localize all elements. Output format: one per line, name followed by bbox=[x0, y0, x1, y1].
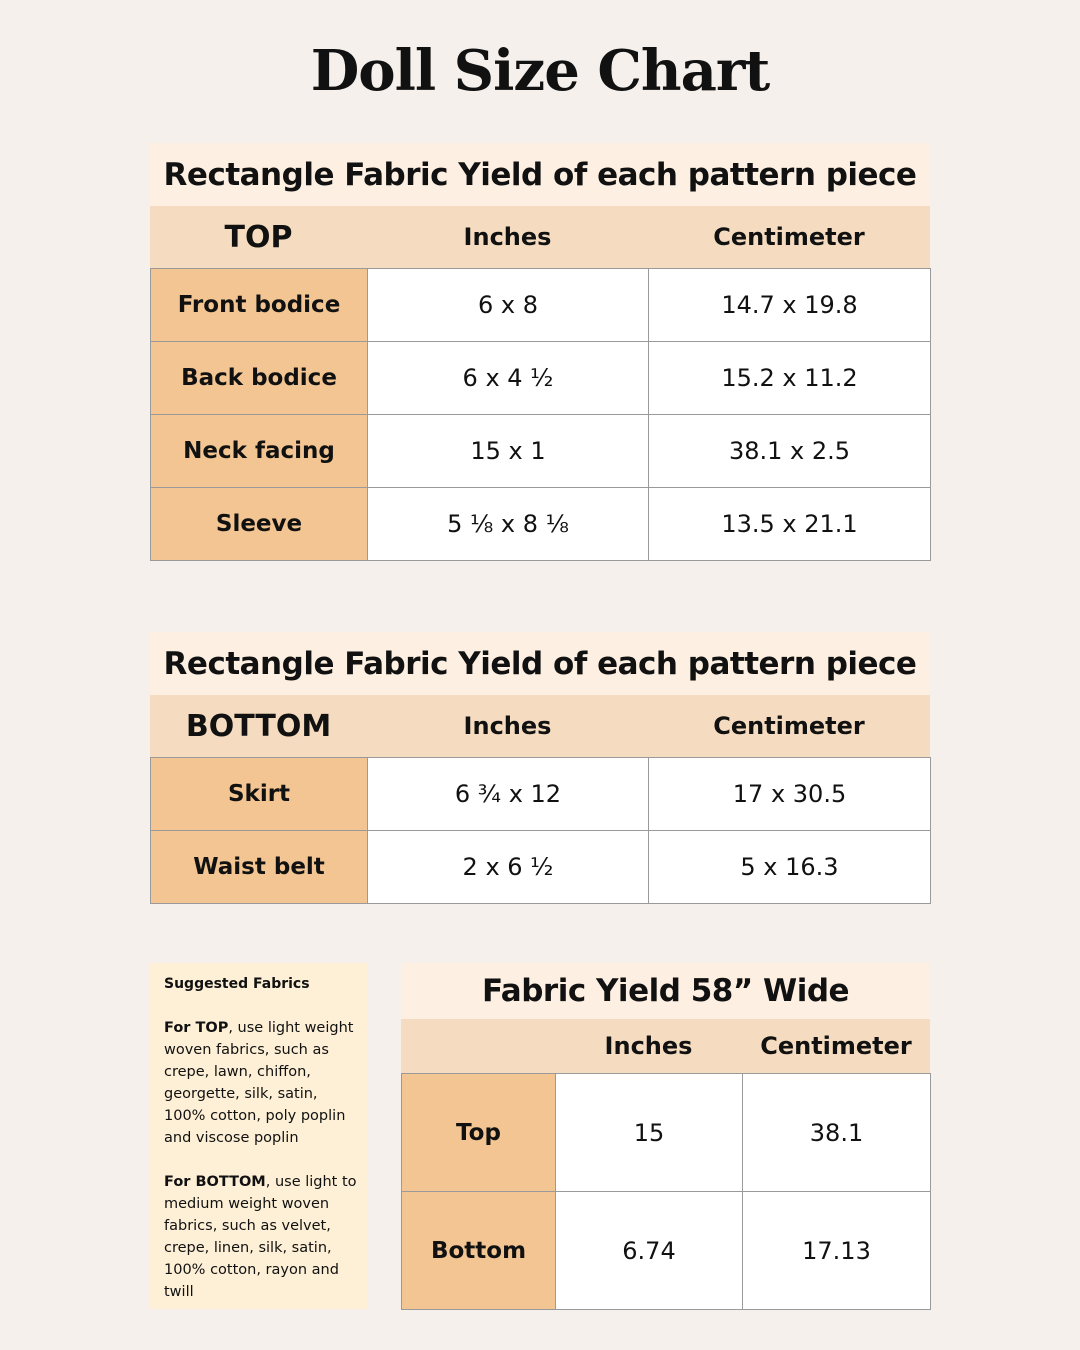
col-header-centimeter: Centimeter bbox=[713, 223, 865, 251]
inches-cell: 6 x 8 bbox=[368, 269, 649, 342]
bottom-table bbox=[150, 757, 931, 904]
page-title: Doll Size Chart bbox=[310, 38, 770, 104]
top-table-header bbox=[150, 206, 930, 268]
table-row bbox=[151, 831, 931, 904]
table-row bbox=[151, 342, 931, 415]
cm-cell: 17.13 bbox=[743, 1192, 931, 1310]
col-header-inches: Inches bbox=[604, 1032, 693, 1060]
inches-cell: 15 bbox=[556, 1074, 743, 1192]
yield-table-caption: Fabric Yield 58” Wide bbox=[401, 963, 930, 1019]
bottom-table-header bbox=[150, 695, 930, 757]
row-label: Back bodice bbox=[151, 342, 368, 415]
inches-cell: 6.74 bbox=[556, 1192, 743, 1310]
row-label: Top bbox=[402, 1074, 556, 1192]
yield-table bbox=[401, 1073, 931, 1310]
note-top-lead: For TOP bbox=[164, 1020, 229, 1036]
row-label: Sleeve bbox=[151, 488, 368, 561]
row-label: Skirt bbox=[151, 758, 368, 831]
section-label-top: TOP bbox=[224, 219, 293, 255]
note-bottom-text: , use light to medium weight woven fabrics, such as velvet, crepe, linen, silk, satin, 100% cotton, rayon and twill bbox=[164, 1174, 357, 1300]
table-row bbox=[151, 488, 931, 561]
note-heading: Suggested Fabrics bbox=[164, 976, 310, 992]
top-table bbox=[150, 268, 931, 561]
inches-cell: 2 x 6 ½ bbox=[368, 831, 649, 904]
table-row bbox=[151, 269, 931, 342]
row-label: Front bodice bbox=[151, 269, 368, 342]
cm-cell: 13.5 x 21.1 bbox=[649, 488, 931, 561]
yield-table-block bbox=[401, 963, 930, 1310]
yield-table-header bbox=[401, 1019, 930, 1073]
suggested-fabrics-note bbox=[150, 963, 367, 1309]
cm-cell: 14.7 x 19.8 bbox=[649, 269, 931, 342]
table-row bbox=[151, 415, 931, 488]
inches-cell: 6 ¾ x 12 bbox=[368, 758, 649, 831]
row-label: Waist belt bbox=[151, 831, 368, 904]
top-table-block bbox=[150, 143, 930, 561]
row-label: Bottom bbox=[402, 1192, 556, 1310]
col-header-centimeter: Centimeter bbox=[713, 712, 865, 740]
section-label-bottom: BOTTOM bbox=[185, 708, 332, 744]
note-bottom-lead: For BOTTOM bbox=[164, 1174, 266, 1190]
note-bottom bbox=[164, 1171, 357, 1303]
cm-cell: 5 x 16.3 bbox=[649, 831, 931, 904]
note-top-text: , use light weight woven fabrics, such as crepe, lawn, chiffon, georgette, silk, satin, 100% cotton, poly poplin and viscose poplin bbox=[164, 1020, 354, 1146]
table-row bbox=[402, 1192, 931, 1310]
cm-cell: 38.1 bbox=[743, 1074, 931, 1192]
top-table-caption: Rectangle Fabric Yield of each pattern piece bbox=[150, 143, 930, 206]
bottom-table-block bbox=[150, 632, 930, 904]
table-row bbox=[402, 1074, 931, 1192]
cm-cell: 38.1 x 2.5 bbox=[649, 415, 931, 488]
inches-cell: 6 x 4 ½ bbox=[368, 342, 649, 415]
note-top bbox=[164, 1017, 357, 1149]
col-header-centimeter: Centimeter bbox=[760, 1032, 912, 1060]
cm-cell: 17 x 30.5 bbox=[649, 758, 931, 831]
cm-cell: 15.2 x 11.2 bbox=[649, 342, 931, 415]
inches-cell: 5 ⅛ x 8 ⅛ bbox=[368, 488, 649, 561]
bottom-table-caption: Rectangle Fabric Yield of each pattern piece bbox=[150, 632, 930, 695]
col-header-inches: Inches bbox=[463, 223, 552, 251]
table-row bbox=[151, 758, 931, 831]
col-header-inches: Inches bbox=[463, 712, 552, 740]
row-label: Neck facing bbox=[151, 415, 368, 488]
inches-cell: 15 x 1 bbox=[368, 415, 649, 488]
